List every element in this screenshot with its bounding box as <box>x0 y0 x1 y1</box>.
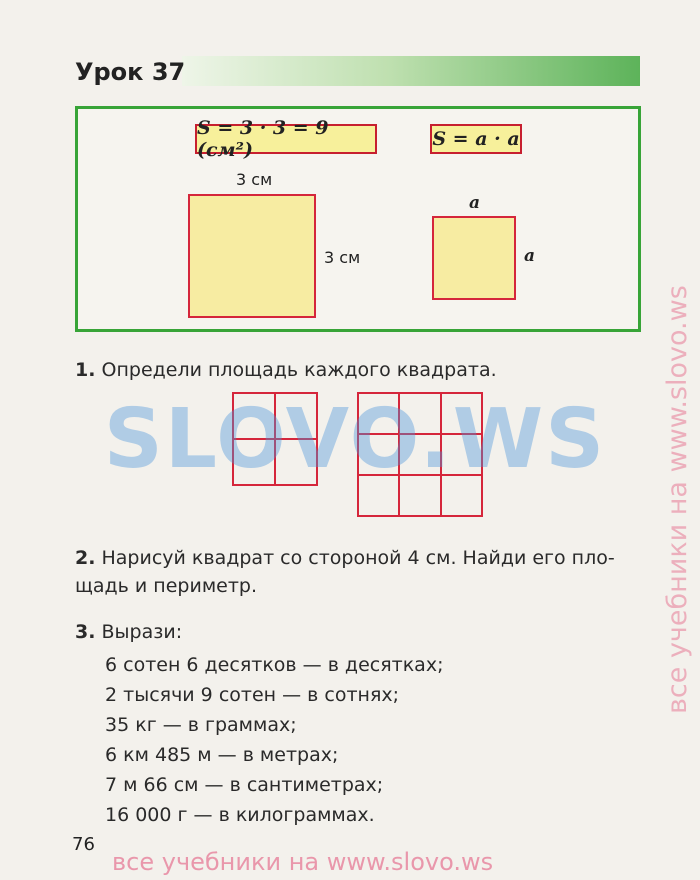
task-3-text: Вырази: <box>101 621 183 643</box>
task-3-item: 35 кг — в граммах; <box>105 714 297 736</box>
title-banner <box>182 56 640 86</box>
task-3-item: 2 тысячи 9 сотен — в сотнях; <box>105 684 400 706</box>
big-square-side-label: 3 см <box>324 248 361 267</box>
task-3-item: 7 м 66 см — в сантиметрах; <box>105 774 384 796</box>
lesson-title: Урок 37 <box>75 58 186 86</box>
small-square <box>432 216 516 300</box>
formula-general: S = a · a <box>430 124 522 154</box>
task-3 <box>75 618 182 646</box>
small-square-side-label: a <box>524 246 536 266</box>
task-2-text-line2: щадь и периметр. <box>75 575 258 597</box>
task-3-number: 3. <box>75 621 96 643</box>
task-1 <box>75 356 497 384</box>
watermark-bottom: все учебники на www.slovo.ws <box>112 848 494 876</box>
task-3-item: 16 000 г — в килограммах. <box>105 804 375 826</box>
task-2-number: 2. <box>75 547 96 569</box>
small-square-top-label: a <box>469 193 481 213</box>
task-3-item: 6 сотен 6 десятков — в десятках; <box>105 654 444 676</box>
watermark-center: SLOVO.WS <box>103 392 607 487</box>
task-3-item: 6 км 485 м — в метрах; <box>105 744 339 766</box>
task-2-text-line1: Нарисуй квадрат со стороной 4 см. Найди его пло- <box>101 547 615 569</box>
task-2 <box>75 544 615 600</box>
task-1-text: Определи площадь каждого квадрата. <box>101 359 497 381</box>
big-square-top-label: 3 см <box>236 170 273 189</box>
page-number: 76 <box>72 834 95 855</box>
formula-numeric: S = 3 · 3 = 9 (см²) <box>195 124 377 154</box>
watermark-side: все учебники на www.slovo.ws <box>662 285 693 715</box>
big-square <box>188 194 316 318</box>
task-1-number: 1. <box>75 359 96 381</box>
